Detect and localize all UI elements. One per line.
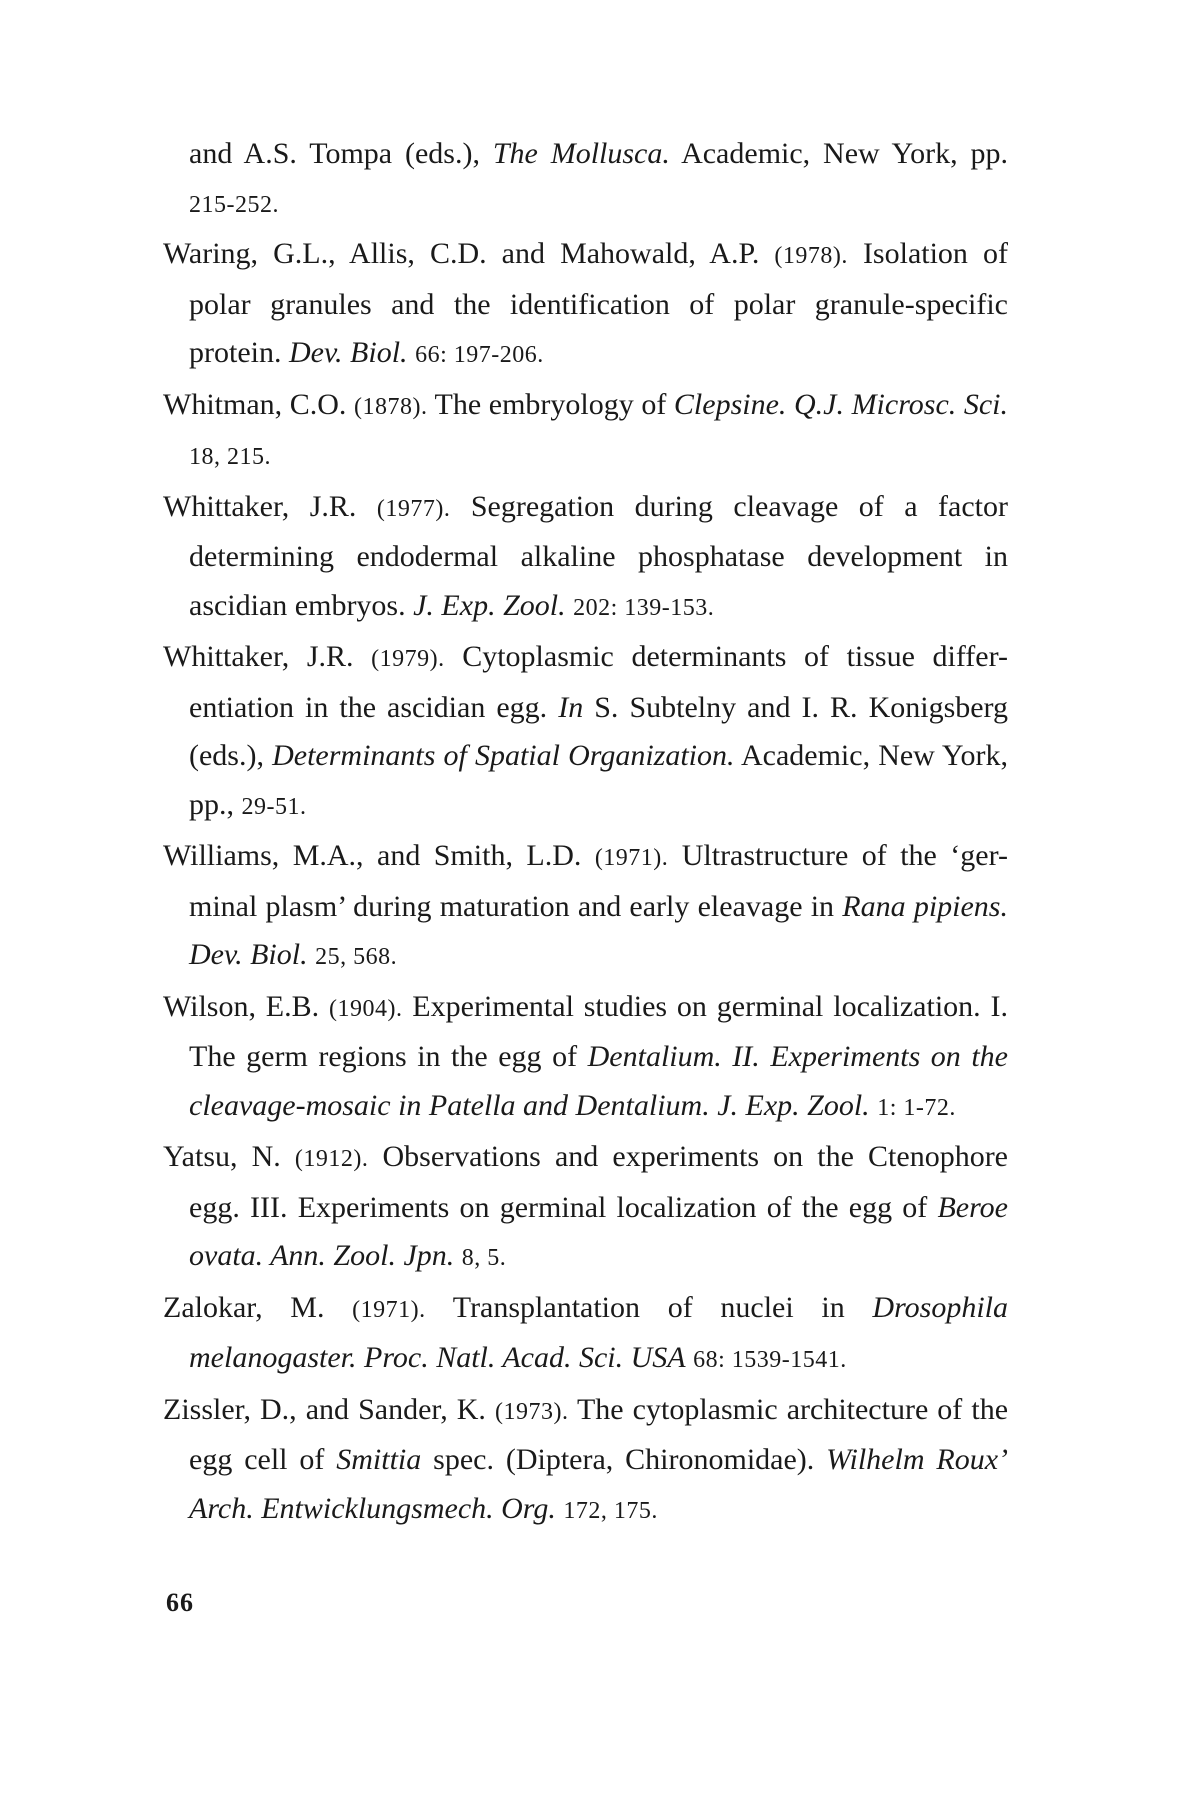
reference-number-text: (1977). [376,495,451,522]
reference-text: The embryology of [427,387,674,421]
reference-number-text: 18, 215. [189,444,271,470]
reference-number-text: 29-51. [241,793,307,820]
reference-text [408,336,416,369]
reference-entry [163,633,1008,831]
reference-number-text: 66: 197-206. [415,342,544,368]
reference-italic-text: Determinants of Spatial Organization. [272,739,735,772]
reference-entry [163,1133,1008,1283]
page-number: 66 [166,1588,194,1617]
reference-italic-text: The Mollusca. [492,137,670,170]
reference-number-text: 202: 139-153. [573,594,715,621]
reference-text: Whittaker, J.R. [163,489,377,523]
reference-text [308,938,316,971]
reference-text: S. Subtelny and I. R. Konigsberg (eds.), [189,690,1009,772]
reference-text: Williams, M.A., and Smith, L.D. [163,839,595,872]
reference-text: The cytoplasmic architecture of the egg cell of [189,1392,1009,1476]
reference-text [566,589,574,622]
reference-entry [163,832,1008,982]
reference-text: and A.S. Tompa (eds.), [189,137,493,170]
reference-italic-text: In [558,690,584,724]
reference-italic-text: Clepsine. Q.J. Microsc. Sci. [673,387,1009,421]
reference-italic-text: Drosophila melanogaster. Proc. Natl. Acad. Sci. USA [189,1290,1008,1374]
reference-italic-text: Dev. Biol. [288,336,408,369]
reference-text: Zissler, D., and Sander, K. [163,1392,495,1426]
reference-text: spec. (Diptera, Chironomidae). [421,1443,827,1476]
reference-italic-text: Dentalium. II. Experiments on the cleavage-mosaic in Patella and Dentalium. J. Exp. Zool. [189,1040,1008,1122]
reference-number-text: (1912). [294,1146,369,1172]
reference-number-text: 215-252. [189,191,279,218]
reference-number-text: (1971). [594,845,669,871]
reference-italic-text: Rana pipiens. Dev. Biol. [189,889,1008,971]
reference-number-text: (1973). [494,1398,569,1425]
reference-text: Zalokar, M. [163,1290,353,1324]
reference-entry [163,381,1008,482]
reference-italic-text: Beroe ovata. Ann. Zool. Jpn. [189,1190,1008,1272]
reference-text: Waring, G.L., Allis, C.D. and Mahowald, A.P. [163,237,775,270]
reference-number-text: 1: 1-72. [877,1094,956,1121]
reference-text: Academic, New York, pp. [669,137,1008,170]
reference-text: Wilson, E.B. [163,989,329,1023]
reference-list [163,130,1008,1536]
reference-number-text: 68: 1539-1541. [693,1347,847,1373]
reference-number-text: 172, 175. [563,1497,658,1524]
reference-entry [163,230,1008,380]
reference-number-text: (1979). [371,646,445,672]
reference-text: Ultrastructure of the ‘ger-minal plasm’ during maturation and early eleavage in [189,839,1008,923]
reference-text [686,1341,694,1374]
reference-text: Observations and experiments on the Ctenophore egg. III. Experiments on germinal localization of the egg of [189,1140,1008,1224]
reference-text: Academic, New York, pp., [189,739,1008,821]
reference-text: Whittaker, J.R. [163,640,372,673]
reference-number-text: (1971). [352,1296,426,1323]
reference-text: Segregation during cleavage of a factor determining endodermal alkaline phosphatase development in ascidian embryos. [189,489,1008,622]
reference-text: Experimental studies on germinal localization. I. The germ regions in the egg of [189,989,1008,1073]
reference-number-text: (1978). [774,243,848,269]
reference-entry-continued [163,130,1008,229]
reference-text: Yatsu, N. [163,1140,295,1173]
reference-number-text: (1878). [354,393,428,420]
reference-italic-text: Wilhelm Roux’ Arch. Entwicklungsmech. Org. [189,1443,1009,1525]
reference-text: Isolation of polar granules and the identification of polar granule-specific protein. [189,237,1008,369]
reference-text [454,1239,462,1272]
reference-entry [163,1386,1008,1536]
reference-number-text: 8, 5. [461,1245,507,1271]
reference-number-text: 25, 568. [315,944,398,970]
reference-entry [163,483,1008,633]
reference-number-text: (1904). [328,995,403,1022]
reference-text: Whitman, C.O. [163,387,354,421]
reference-italic-text: Smittia [336,1443,422,1476]
reference-italic-text: J. Exp. Zool. [413,588,566,622]
reference-text: Transplantation of nuclei in [425,1290,873,1324]
reference-text: Cytoplasmic determinants of tissue differ-entiation in the ascidian egg. [189,640,1008,724]
reference-entry [163,1284,1008,1385]
reference-entry [163,983,1008,1133]
